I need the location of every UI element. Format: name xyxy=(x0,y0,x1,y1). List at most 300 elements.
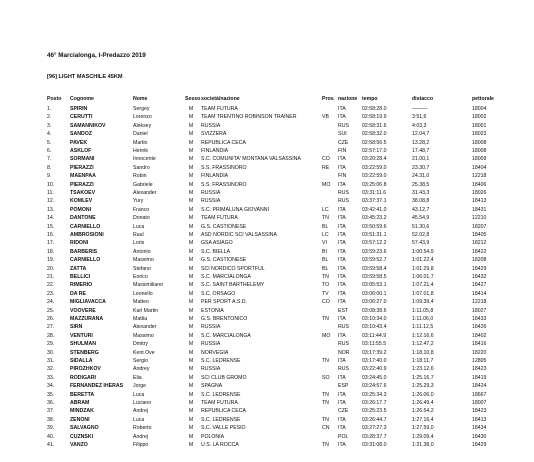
nation-cell: ITA xyxy=(338,257,346,264)
gap-cell: 25.38,5 xyxy=(412,181,430,188)
team-cell: GSA ASIAGO xyxy=(201,240,233,247)
time-cell: 03:11:55.5 xyxy=(362,341,387,348)
sex-cell: M xyxy=(188,240,194,247)
province-cell: TN xyxy=(322,400,329,406)
nation-cell: ITA xyxy=(338,416,346,423)
sex-cell: M xyxy=(188,131,194,138)
province-cell: TN xyxy=(322,316,329,322)
province-cell: TN xyxy=(322,358,329,364)
team-cell: TEAM FUTURA xyxy=(201,400,238,406)
surname-cell: CARNIELLO xyxy=(70,223,101,230)
position-cell: 32. xyxy=(47,366,55,373)
team-cell: RUSSIA xyxy=(201,122,221,129)
gap-cell: 1:11.06,0 xyxy=(412,316,434,322)
position-cell: 37. xyxy=(47,408,55,415)
bib-cell: 18404 xyxy=(472,164,487,171)
position-cell: 16. xyxy=(47,232,55,238)
province-cell: TN xyxy=(322,215,329,222)
nation-cell: ITA xyxy=(338,265,346,272)
time-cell: 03:50:59.6 xyxy=(362,223,387,230)
gap-cell: 3:51,6 xyxy=(412,114,427,121)
nation-cell: ITA xyxy=(338,206,346,213)
sex-cell: M xyxy=(188,223,194,230)
nation-cell: NOR xyxy=(338,349,350,356)
nation-cell: POL xyxy=(338,433,349,440)
time-cell: 02:58:56.5 xyxy=(362,139,387,146)
sex-cell: M xyxy=(188,265,194,272)
nation-cell: ITA xyxy=(338,282,346,289)
gap-cell: 1:11.05,8 xyxy=(412,307,434,314)
gap-cell: 38.08,8 xyxy=(412,198,430,205)
time-cell: 03:25:06.8 xyxy=(362,181,387,188)
team-cell: S.C. PRIMALUNA GIOVANNI xyxy=(201,206,269,213)
surname-cell: VANZO xyxy=(70,442,88,448)
surname-cell: POMONI xyxy=(70,206,92,213)
team-cell: REPUBLICA CECA xyxy=(201,139,246,146)
first-name-cell: Matteo xyxy=(133,299,149,306)
bib-cell: 18402 xyxy=(472,332,487,339)
position-cell: 35. xyxy=(47,391,55,398)
bib-cell: 18002 xyxy=(472,114,487,121)
position-cell: 15. xyxy=(47,223,55,230)
position-cell: 17. xyxy=(47,240,55,247)
surname-cell: ABRAM xyxy=(70,400,90,406)
nation-cell: RUS xyxy=(338,341,349,348)
surname-cell: SIRN xyxy=(70,324,83,331)
bib-cell: 18413 xyxy=(472,198,487,205)
team-cell: SCI CLUB GROMO xyxy=(201,374,247,381)
first-name-cell: Luca xyxy=(133,391,145,398)
first-name-cell: Donato xyxy=(133,215,150,222)
time-cell: 03:28:37.7 xyxy=(362,433,387,440)
nation-cell: ITA xyxy=(338,274,346,280)
province-cell: VB xyxy=(322,114,329,121)
position-cell: 1. xyxy=(47,106,52,112)
bib-cell: 18027 xyxy=(472,307,487,314)
surname-cell: CUZNSKI xyxy=(70,433,94,440)
sex-cell: M xyxy=(188,215,194,222)
table-row xyxy=(0,365,534,373)
first-name-cell: Alexander xyxy=(133,190,157,196)
first-name-cell: Henrik xyxy=(133,148,148,154)
first-name-cell: Massimo xyxy=(133,257,154,264)
time-cell: 03:59:52.7 xyxy=(362,257,387,264)
sex-cell: M xyxy=(188,181,194,188)
sex-cell: M xyxy=(188,366,194,373)
position-cell: 27. xyxy=(47,324,55,331)
first-name-cell: Massimiliano xyxy=(133,282,163,289)
table-row xyxy=(0,155,534,163)
nation-cell: ITA xyxy=(338,164,346,171)
surname-cell: CERUTTI xyxy=(70,114,93,121)
position-cell: 10. xyxy=(47,181,55,188)
team-cell: S.S. FRASSINORO xyxy=(201,181,247,188)
table-row xyxy=(0,105,534,113)
table-row xyxy=(0,189,534,197)
bib-cell: 18008 xyxy=(472,139,487,146)
sex-cell: M xyxy=(188,173,194,180)
table-row xyxy=(0,256,534,264)
gap-cell: ——— xyxy=(412,106,428,112)
team-cell: S.C. VALLE PESIO xyxy=(201,425,246,432)
time-cell: 03:24:45.0 xyxy=(362,374,387,381)
header-nation: nazione xyxy=(338,96,358,102)
gap-cell: 31.43,3 xyxy=(412,190,430,196)
table-row xyxy=(0,407,534,415)
bib-cell: 18423 xyxy=(472,408,487,415)
time-cell: 03:25:34.3 xyxy=(362,391,387,398)
team-cell: POLONIA xyxy=(201,433,225,440)
province-cell: CN xyxy=(322,425,330,432)
gap-cell: 1:18.10,8 xyxy=(412,349,434,356)
surname-cell: SPIRIN xyxy=(70,106,88,112)
team-cell: ASD NORDIC SCI VALSASSINA xyxy=(201,232,278,238)
team-cell: SVIZZERA xyxy=(201,131,227,138)
nation-cell: ITA xyxy=(338,223,346,230)
position-cell: 20. xyxy=(47,265,55,272)
bib-cell: 18422 xyxy=(472,248,487,255)
first-name-cell: Andrej xyxy=(133,433,148,440)
table-row xyxy=(0,441,534,449)
surname-cell: RODIGARI xyxy=(70,374,96,381)
table-row xyxy=(0,273,534,281)
team-cell: S.C. MARCIALONGA xyxy=(201,274,251,280)
nation-cell: SUI xyxy=(338,131,347,138)
sex-cell: M xyxy=(188,383,194,390)
time-cell: 03:31:11.6 xyxy=(362,190,387,196)
sex-cell: M xyxy=(188,391,194,398)
bib-cell: 18208 xyxy=(472,257,487,264)
bib-cell: 18416 xyxy=(472,341,487,348)
first-name-cell: Massimo xyxy=(133,332,154,339)
team-cell: REPUBLICA CECA xyxy=(201,408,246,415)
team-cell: G.S. CASTIONESE xyxy=(201,257,247,264)
time-cell: 03:11:44.9 xyxy=(362,332,387,339)
first-name-cell: Filippo xyxy=(133,442,149,448)
surname-cell: DA RE xyxy=(70,290,86,297)
table-row xyxy=(0,399,534,407)
first-name-cell: Franco xyxy=(133,206,150,213)
time-cell: 02:57:17.0 xyxy=(362,148,387,154)
bib-cell: 18423 xyxy=(472,366,487,373)
time-cell: 03:22:40.9 xyxy=(362,366,387,373)
first-name-cell: Elia xyxy=(133,374,142,381)
bib-cell: 18212 xyxy=(472,240,487,247)
surname-cell: BARBERIS xyxy=(70,248,98,255)
time-cell: 03:08:38.6 xyxy=(362,307,387,314)
bib-cell: 12210 xyxy=(472,215,487,222)
gap-cell: 13.28,2 xyxy=(412,139,430,146)
gap-cell: 1:11.12,5 xyxy=(412,324,434,331)
gap-cell: 23.30,7 xyxy=(412,164,430,171)
time-cell: 03:06:27.0 xyxy=(362,299,387,306)
gap-cell: 1:26.06,0 xyxy=(412,391,434,398)
sex-cell: M xyxy=(188,274,194,280)
sex-cell: M xyxy=(188,425,194,432)
sex-cell: M xyxy=(188,299,194,306)
bib-cell: 18023 xyxy=(472,131,487,138)
surname-cell: MIGLIAVACCA xyxy=(70,299,106,306)
time-cell: 03:22:59.0 xyxy=(362,164,387,171)
table-row xyxy=(0,130,534,138)
team-cell: NORVEGIA xyxy=(201,349,229,356)
table-row xyxy=(0,298,534,306)
sex-cell: M xyxy=(188,257,194,264)
table-row xyxy=(0,113,534,121)
bib-cell: 12805 xyxy=(472,358,487,364)
nation-cell: ITA xyxy=(338,290,346,297)
nation-cell: RUS xyxy=(338,190,349,196)
nation-cell: RUS xyxy=(338,324,349,331)
position-cell: 19. xyxy=(47,257,55,264)
bib-cell: 18431 xyxy=(472,206,487,213)
position-cell: 23. xyxy=(47,290,55,297)
sex-cell: M xyxy=(188,148,194,154)
surname-cell: CARNIELLO xyxy=(70,257,101,264)
surname-cell: PIROZHKOV xyxy=(70,366,101,373)
sex-cell: M xyxy=(188,408,194,415)
table-row xyxy=(0,206,534,214)
sex-cell: M xyxy=(188,206,194,213)
nation-cell: ITA xyxy=(338,442,346,448)
header-team: società/nazione xyxy=(201,96,240,102)
sex-cell: M xyxy=(188,358,194,364)
time-cell: 03:37:37.1 xyxy=(362,198,387,205)
time-cell: 03:59:23.6 xyxy=(362,248,387,255)
position-cell: 18. xyxy=(47,248,55,255)
bib-cell: 12218 xyxy=(472,173,487,180)
bib-cell: 12218 xyxy=(472,299,487,306)
table-row xyxy=(0,223,534,231)
bib-cell: 18405 xyxy=(472,232,487,238)
gap-cell: 24.31,0 xyxy=(412,173,430,180)
bib-cell: 18207 xyxy=(472,223,487,230)
gap-cell: 1:23.12,6 xyxy=(412,366,434,373)
first-name-cell: Roberto xyxy=(133,425,152,432)
province-cell: SO xyxy=(322,374,330,381)
position-cell: 9. xyxy=(47,173,52,180)
sex-cell: M xyxy=(188,374,194,381)
sex-cell: M xyxy=(188,416,194,423)
surname-cell: PIERAZZI xyxy=(70,164,94,171)
province-cell: TV xyxy=(322,290,329,297)
gap-cell: 1:31.38,0 xyxy=(412,442,434,448)
position-cell: 29. xyxy=(47,341,55,348)
nation-cell: RUS xyxy=(338,198,349,205)
nation-cell: ITA xyxy=(338,425,346,432)
bib-cell: 18008 xyxy=(472,148,487,154)
table-row xyxy=(0,239,534,247)
sex-cell: M xyxy=(188,307,194,314)
table-row xyxy=(0,332,534,340)
nation-cell: ITA xyxy=(338,391,346,398)
surname-cell: PAVEK xyxy=(70,139,88,146)
first-name-cell: Raul xyxy=(133,232,144,238)
nation-cell: ESP xyxy=(338,383,349,390)
surname-cell: BELLICI xyxy=(70,274,91,280)
time-cell: 03:17:39.2 xyxy=(362,349,387,356)
gap-cell: 1:27.59,0 xyxy=(412,425,434,432)
province-cell: LC xyxy=(322,232,329,238)
table-row xyxy=(0,382,534,390)
team-cell: S.C. SAINT BARTHELEMY xyxy=(201,282,265,289)
gap-cell: 45.54,9 xyxy=(412,215,430,222)
surname-cell: RIDONI xyxy=(70,240,89,247)
position-cell: 30. xyxy=(47,349,55,356)
bib-cell: 18434 xyxy=(472,425,487,432)
first-name-cell: Gabriele xyxy=(133,181,153,188)
team-cell: RUSSIA xyxy=(201,324,221,331)
nation-cell: ITA xyxy=(338,332,346,339)
gap-cell: 57.43,9 xyxy=(412,240,430,247)
first-name-cell: Enrico xyxy=(133,274,148,280)
time-cell: 03:59:58.4 xyxy=(362,265,387,272)
table-row xyxy=(0,281,534,289)
time-cell: 03:31:08.0 xyxy=(362,442,387,448)
gap-cell: 1:26.54,2 xyxy=(412,408,434,415)
sex-cell: M xyxy=(188,282,194,289)
table-row xyxy=(0,172,534,180)
surname-cell: VENTURI xyxy=(70,332,93,339)
bib-cell: 18429 xyxy=(472,265,487,272)
gap-cell: 1:12.16,6 xyxy=(412,332,434,339)
position-cell: 26. xyxy=(47,316,55,322)
bib-cell: 18001 xyxy=(472,122,487,129)
time-cell: 03:59:58.5 xyxy=(362,274,387,280)
time-cell: 03:51:31.1 xyxy=(362,232,387,238)
bib-cell: 18427 xyxy=(472,282,487,289)
header-gap: distacco xyxy=(412,96,434,102)
gap-cell: 17.48,7 xyxy=(412,148,430,154)
position-cell: 22. xyxy=(47,282,55,289)
surname-cell: TSAKOEV xyxy=(70,190,96,196)
sex-cell: M xyxy=(188,164,194,171)
table-row xyxy=(0,248,534,256)
header-sex: Sesso xyxy=(185,96,201,102)
first-name-cell: Daniel xyxy=(133,131,148,138)
sex-cell: M xyxy=(188,332,194,339)
surname-cell: VOOVERE xyxy=(70,307,96,314)
team-cell: FINLANDIA xyxy=(201,148,229,154)
surname-cell: ZENONI xyxy=(70,416,90,423)
table-row xyxy=(0,197,534,205)
surname-cell: AMBROSIONI xyxy=(70,232,104,238)
team-cell: TEAM FUTURA xyxy=(201,106,238,112)
table-row xyxy=(0,181,534,189)
gap-cell: 1:25.16,7 xyxy=(412,374,434,381)
bib-cell: 18413 xyxy=(472,416,487,423)
surname-cell: KOMLEV xyxy=(70,198,93,205)
sex-cell: M xyxy=(188,248,194,255)
sex-cell: M xyxy=(188,232,194,238)
sex-cell: M xyxy=(188,316,194,322)
surname-cell: ZATTA xyxy=(70,265,87,272)
gap-cell: 1:00.54,9 xyxy=(412,248,434,255)
position-cell: 11. xyxy=(47,190,54,196)
first-name-cell: Andrej xyxy=(133,408,148,415)
province-cell: BL xyxy=(322,265,329,272)
time-cell: 03:17:40.0 xyxy=(362,358,387,364)
position-cell: 21. xyxy=(47,274,55,280)
nation-cell: ITA xyxy=(338,400,346,406)
bib-cell: 18007 xyxy=(472,400,487,406)
time-cell: 03:24:57.6 xyxy=(362,383,387,390)
gap-cell: 1:06.01,7 xyxy=(412,274,434,280)
gap-cell: 1:25.29,3 xyxy=(412,383,434,390)
gap-cell: 1:27.16,4 xyxy=(412,416,434,423)
table-row xyxy=(0,340,534,348)
gap-cell: 1:09.39,4 xyxy=(412,299,434,306)
team-cell: FINLANDIA xyxy=(201,173,229,180)
bib-cell: 18667 xyxy=(472,391,487,398)
gap-cell: 4:03,3 xyxy=(412,122,427,129)
time-cell: 02:58:19.9 xyxy=(362,114,387,121)
first-name-cell: Jorge xyxy=(133,383,146,390)
first-name-cell: Sergio xyxy=(133,358,148,364)
nation-cell: ITA xyxy=(338,215,346,222)
nation-cell: ITA xyxy=(338,358,346,364)
time-cell: 03:57:12.2 xyxy=(362,240,387,247)
team-cell: SCI NORDICO SPORTFUL xyxy=(201,265,265,272)
sex-cell: M xyxy=(188,442,194,448)
first-name-cell: Karl Martin xyxy=(133,307,159,314)
team-cell: S.C. ORSAGO xyxy=(201,290,236,297)
nation-cell: CZE xyxy=(338,408,349,415)
nation-cell: ITA xyxy=(338,248,346,255)
time-cell: 03:42:41.0 xyxy=(362,206,387,213)
header-position: Posto xyxy=(47,96,62,102)
nation-cell: RUS xyxy=(338,122,349,129)
nation-cell: ITA xyxy=(338,240,346,247)
surname-cell: DANTONE xyxy=(70,215,96,222)
bib-cell: 18406 xyxy=(472,181,487,188)
position-cell: 41. xyxy=(47,442,55,448)
surname-cell: MAZZURANA xyxy=(70,316,104,322)
first-name-cell: Alexander xyxy=(133,324,157,331)
header-surname: Cognome xyxy=(70,96,94,102)
team-cell: TEAM TRENTINO ROBINSON TRAINER xyxy=(201,114,297,121)
sex-cell: M xyxy=(188,400,194,406)
position-cell: 34. xyxy=(47,383,55,390)
team-cell: S.C. LEDRENSE xyxy=(201,358,241,364)
province-cell: TO xyxy=(322,282,330,289)
gap-cell: 1:07.21,4 xyxy=(412,282,434,289)
position-cell: 24. xyxy=(47,299,55,306)
province-cell: TN xyxy=(322,274,329,280)
header-time: tempo xyxy=(362,96,378,102)
province-cell: BL xyxy=(322,223,329,230)
position-cell: 28. xyxy=(47,332,55,339)
surname-cell: SAMANNIKOV xyxy=(70,122,106,129)
first-name-cell: Leonello xyxy=(133,290,153,297)
province-cell: TN xyxy=(322,442,329,448)
surname-cell: SANDOZ xyxy=(70,131,92,138)
first-name-cell: Stefano xyxy=(133,265,151,272)
table-row xyxy=(0,323,534,331)
first-name-cell: Robin xyxy=(133,173,147,180)
sex-cell: M xyxy=(188,114,194,121)
table-row xyxy=(0,265,534,273)
sex-cell: M xyxy=(188,198,194,205)
table-header xyxy=(0,95,534,103)
province-cell: BI xyxy=(322,248,327,255)
position-cell: 2. xyxy=(47,114,52,121)
table-row xyxy=(0,122,534,130)
nation-cell: ITA xyxy=(338,374,346,381)
surname-cell: MAENPAA xyxy=(70,173,96,180)
position-cell: 5. xyxy=(47,139,52,146)
team-cell: SPAGNA xyxy=(201,383,223,390)
